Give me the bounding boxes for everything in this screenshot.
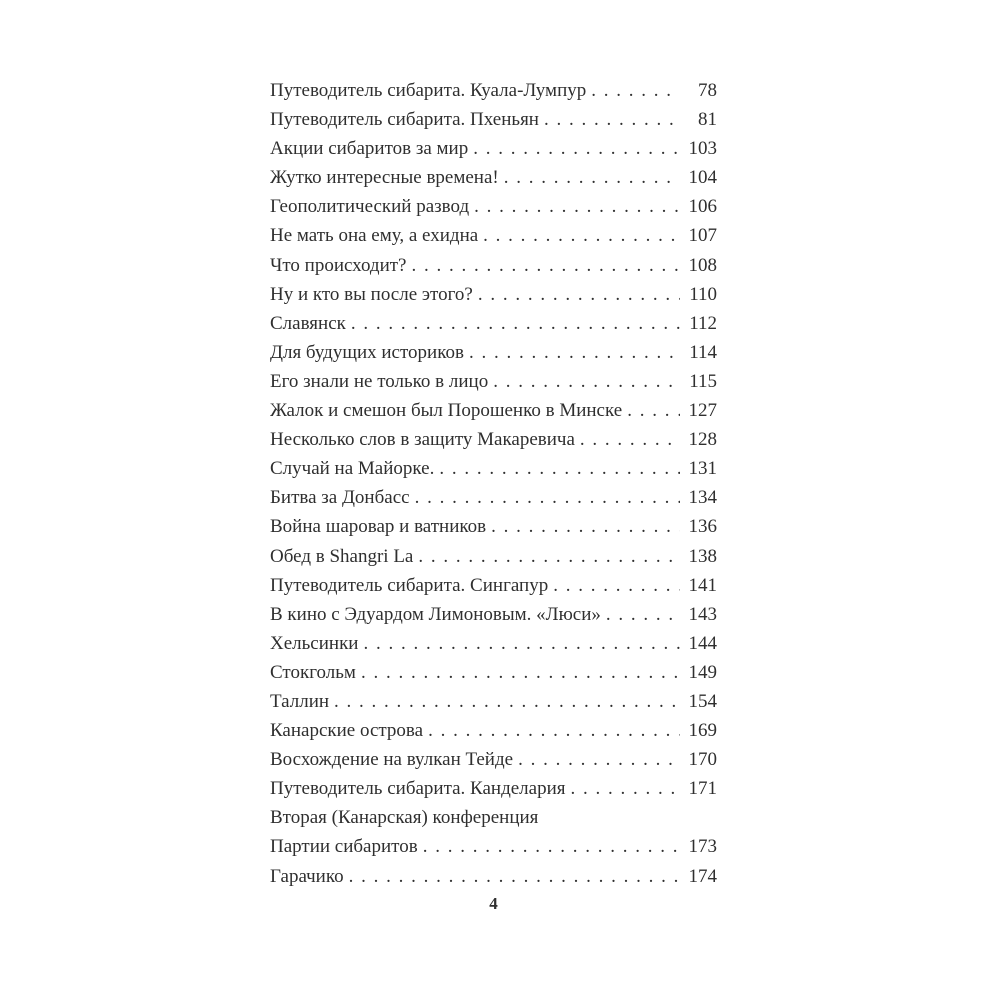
toc-entry-page: 112	[689, 312, 717, 334]
toc-dot-leader	[418, 542, 680, 571]
toc-entry-page: 170	[688, 749, 717, 771]
toc-entry	[270, 745, 717, 774]
toc-entry	[270, 600, 717, 629]
toc-dot-leader	[544, 105, 680, 134]
toc-entry	[270, 251, 717, 280]
toc-entry-title: Партии сибаритов	[270, 836, 418, 858]
toc-entry-page: 171	[688, 778, 717, 800]
toc-entry-title: Битва за Донбасс	[270, 487, 410, 509]
toc-entry-title: Случай на Майорке.	[270, 458, 435, 480]
toc-dot-leader	[504, 163, 680, 192]
toc-dot-leader	[591, 76, 680, 105]
toc-dot-leader	[349, 862, 680, 891]
toc-entry-page: 103	[688, 138, 717, 160]
toc-entry-page: 81	[698, 109, 717, 131]
toc-entry	[270, 542, 717, 571]
toc-entry	[270, 774, 717, 803]
toc-dot-leader	[351, 309, 680, 338]
toc-entry-page: 110	[689, 283, 717, 305]
toc-dot-leader	[474, 192, 680, 221]
toc-entry-page: 106	[688, 196, 717, 218]
toc-entry-title: Ну и кто вы после этого?	[270, 283, 473, 305]
toc-dot-leader	[415, 483, 680, 512]
toc-entry-title: Канарские острова	[270, 720, 424, 742]
toc-entry	[270, 803, 717, 832]
toc-entry-title: Жутко интересные времена!	[270, 167, 499, 189]
toc-entry-title: Стокгольм	[270, 661, 356, 683]
toc-entry-title: Таллин	[270, 690, 330, 712]
toc-dot-leader	[439, 454, 680, 483]
toc-entry	[270, 832, 717, 861]
toc-dot-leader	[478, 280, 680, 309]
toc-entry-page: 174	[688, 865, 717, 887]
toc-entry-title: Путеводитель сибарита. Канделария	[270, 778, 566, 800]
toc-entry-page: 128	[688, 429, 717, 451]
toc-entry-title: Для будущих историков	[270, 341, 464, 363]
toc-entry	[270, 367, 717, 396]
toc-entry	[270, 134, 717, 163]
toc-entry	[270, 396, 717, 425]
toc-entry-page: 144	[688, 632, 717, 654]
toc-entry-title: Путеводитель сибарита. Сингапур	[270, 574, 549, 596]
toc-dot-leader	[473, 134, 680, 163]
toc-dot-leader	[553, 571, 680, 600]
toc-entry-page: 154	[688, 690, 717, 712]
toc-entry-page: 107	[688, 225, 717, 247]
toc-entry	[270, 425, 717, 454]
toc-entry-title: Славянск	[270, 312, 346, 334]
toc-dot-leader	[580, 425, 680, 454]
toc-dot-leader	[423, 832, 680, 861]
toc-entry-title: Несколько слов в защиту Макаревича	[270, 429, 575, 451]
toc-entry	[270, 309, 717, 338]
toc-dot-leader	[627, 396, 680, 425]
toc-entry	[270, 658, 717, 687]
toc-entry-title: Обед в Shangri La	[270, 545, 414, 567]
toc-entry-title: В кино с Эдуардом Лимоновым. «Люси»	[270, 603, 601, 625]
toc-entry	[270, 571, 717, 600]
toc-entry-title: Восхождение на вулкан Тейде	[270, 749, 514, 771]
toc-entry-title: Жалок и смешон был Порошенко в Минске	[270, 400, 623, 422]
toc-entry-title: Путеводитель сибарита. Пхеньян	[270, 109, 539, 131]
toc-entry-title: Что происходит?	[270, 254, 407, 276]
toc-entry	[270, 483, 717, 512]
toc-entry	[270, 163, 717, 192]
toc-dot-leader	[571, 774, 680, 803]
toc-entry	[270, 105, 717, 134]
toc-entry	[270, 221, 717, 250]
toc-dot-leader	[361, 658, 680, 687]
toc-entry-title: Акции сибаритов за мир	[270, 138, 469, 160]
toc-entry	[270, 338, 717, 367]
toc-entry-title: Геополитический развод	[270, 196, 470, 218]
toc-entry-page: 114	[689, 341, 717, 363]
toc-entry-page: 143	[688, 603, 717, 625]
toc-dot-leader	[334, 687, 680, 716]
toc-entry-page: 136	[688, 516, 717, 538]
toc-dot-leader	[411, 251, 680, 280]
toc-entry	[270, 280, 717, 309]
table-of-contents	[270, 76, 717, 891]
toc-entry-title: Вторая (Канарская) конференция	[270, 807, 539, 829]
toc-dot-leader	[518, 745, 680, 774]
toc-entry	[270, 454, 717, 483]
toc-entry-page: 131	[688, 458, 717, 480]
toc-dot-leader	[469, 338, 680, 367]
toc-entry-page: 134	[688, 487, 717, 509]
toc-entry-title: Не мать она ему, а ехидна	[270, 225, 479, 247]
toc-entry-page: 169	[688, 720, 717, 742]
toc-dot-leader	[428, 716, 680, 745]
toc-entry	[270, 192, 717, 221]
toc-entry	[270, 512, 717, 541]
toc-entry-title: Путеводитель сибарита. Куала-Лумпур	[270, 80, 587, 101]
toc-entry-title: Гарачико	[270, 865, 344, 887]
toc-entry-page: 115	[689, 370, 717, 392]
toc-dot-leader	[606, 600, 680, 629]
toc-entry-page: 149	[688, 661, 717, 683]
toc-entry-page: 78	[698, 80, 717, 101]
toc-entry-page: 173	[688, 836, 717, 858]
toc-entry	[270, 76, 717, 105]
toc-entry-title: Хельсинки	[270, 632, 359, 654]
toc-entry-title: Его знали не только в лицо	[270, 370, 489, 392]
toc-entry	[270, 687, 717, 716]
toc-entry-title: Война шаровар и ватников	[270, 516, 487, 538]
toc-entry	[270, 716, 717, 745]
toc-entry-page: 141	[688, 574, 717, 596]
toc-entry	[270, 862, 717, 891]
toc-entry-page: 138	[688, 545, 717, 567]
toc-entry-page: 108	[688, 254, 717, 276]
toc-dot-leader	[493, 367, 680, 396]
toc-dot-leader	[363, 629, 680, 658]
toc-entry	[270, 629, 717, 658]
toc-dot-leader	[483, 221, 680, 250]
page-number: 4	[489, 894, 498, 913]
toc-entry-page: 127	[688, 400, 717, 422]
toc-dot-leader	[491, 512, 680, 541]
toc-entry-page: 104	[688, 167, 717, 189]
